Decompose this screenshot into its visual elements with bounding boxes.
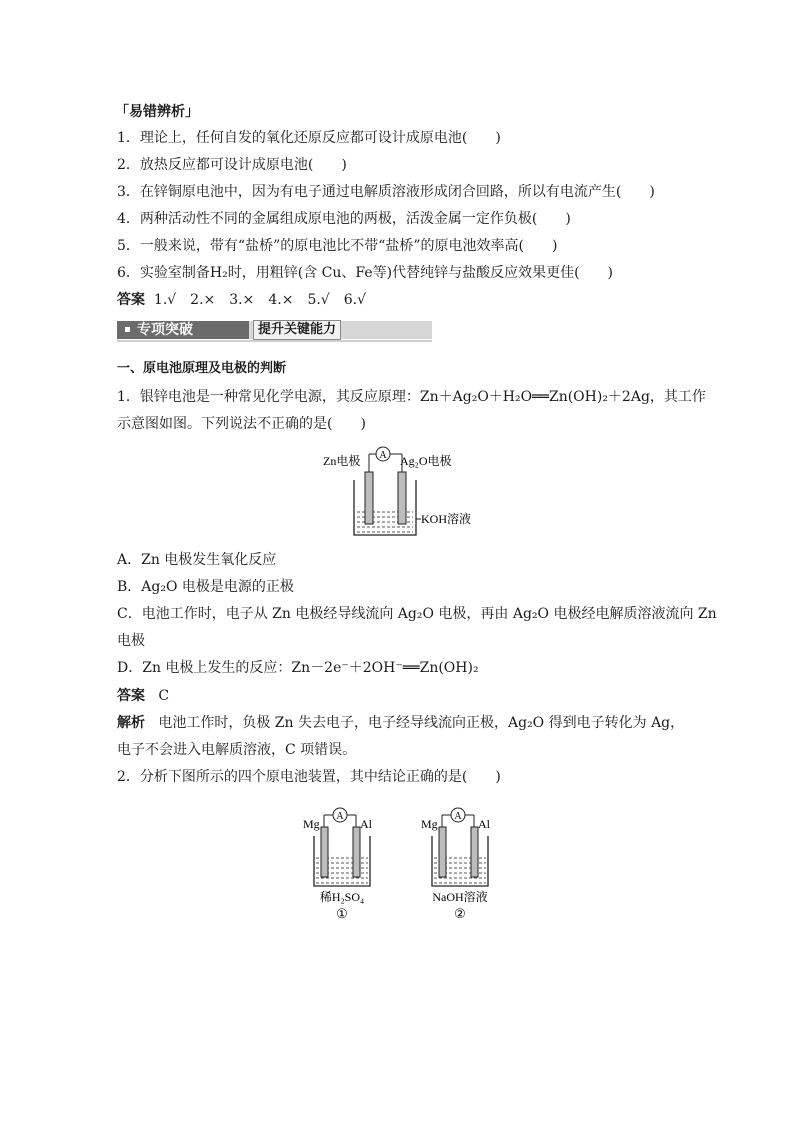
ag2o-electrode bbox=[398, 472, 406, 524]
answer-line-1 bbox=[117, 291, 366, 309]
judgement-item-6: 6．实验室制备H₂时，用粗锌(含 Cu、Fe等)代替纯锌与盐酸反应效果更佳( ) bbox=[117, 265, 613, 281]
al-label: Al bbox=[478, 817, 490, 831]
judgement-item-2: 2．放热反应都可设计成原电池( ) bbox=[117, 157, 347, 173]
solution-label: 稀H₂SO₄ bbox=[319, 890, 365, 904]
ammeter-label: A bbox=[379, 450, 387, 461]
answer-label: 答案 bbox=[117, 292, 145, 308]
q1-analysis-line2: 电子不会进入电解质溶液，C 项错误。 bbox=[117, 742, 357, 758]
q2-figure-2 bbox=[416, 802, 516, 924]
q1-option-c-line1: C．电池工作时，电子从 Zn 电极经导线流向 Ag₂O 电极，再由 Ag₂O 电极经电解质溶液流向 Zn bbox=[117, 606, 717, 622]
q1-answer-label: 答案 bbox=[117, 688, 145, 704]
q1-option-b: B．Ag₂O 电极是电源的正极 bbox=[117, 579, 294, 595]
ag2o-electrode-label: Ag₂O电极 bbox=[400, 454, 452, 468]
figure-number: ② bbox=[454, 906, 466, 921]
q1-stem-line1: 1．银锌电池是一种常见化学电源，其反应原理：Zn＋Ag₂O＋H₂O══Zn(OH)₂＋2Ag，其工作 bbox=[117, 389, 706, 405]
judgement-item-1: 1．理论上，任何自发的氧化还原反应都可设计成原电池( ) bbox=[117, 130, 501, 146]
section-title-error-analysis: 「易错辨析」 bbox=[115, 104, 199, 120]
mg-electrode bbox=[321, 827, 328, 877]
band-subtitle: 提升关键能力 bbox=[253, 320, 341, 340]
bracket-close: 」 bbox=[185, 104, 199, 120]
mg-electrode bbox=[439, 827, 446, 877]
ammeter-label: A bbox=[336, 811, 344, 822]
al-electrode bbox=[353, 827, 360, 877]
mg-label: Mg bbox=[421, 817, 438, 831]
answer-text: 1.√ 2.× 3.× 4.× 5.√ 6.√ bbox=[153, 292, 367, 308]
square-bullet-icon bbox=[125, 327, 130, 332]
figure-number: ① bbox=[336, 906, 348, 921]
judgement-item-3: 3．在锌铜原电池中，因为有电子通过电解质溶液形成闭合回路，所以有电流产生( ) bbox=[117, 184, 655, 200]
q1-answer-text: C bbox=[158, 688, 170, 704]
band-underline bbox=[117, 340, 432, 342]
q1-answer-line bbox=[117, 687, 169, 705]
q1-option-d: D．Zn 电极上发生的反应：Zn－2e⁻＋2OH⁻══Zn(OH)₂ bbox=[117, 660, 479, 676]
judgement-item-4: 4．两种活动性不同的金属组成原电池的两极，活泼金属一定作负极( ) bbox=[117, 211, 571, 227]
solution-label: NaOH溶液 bbox=[432, 890, 488, 904]
q2-figure-1 bbox=[298, 802, 398, 924]
bracket-open: 「 bbox=[115, 104, 129, 120]
al-label: Al bbox=[360, 817, 372, 831]
band-title: 专项突破 bbox=[137, 322, 193, 338]
ammeter-label: A bbox=[454, 811, 462, 822]
q2-stem: 2．分析下图所示的四个原电池装置，其中结论正确的是( ) bbox=[117, 769, 501, 785]
zn-electrode-label: Zn电极 bbox=[323, 454, 361, 468]
heading-principle: 一、原电池原理及电极的判断 bbox=[117, 361, 287, 376]
q1-option-c-line2: 电极 bbox=[117, 633, 145, 649]
q1-battery-figure bbox=[320, 442, 480, 542]
q1-analysis-label: 解析 bbox=[117, 715, 145, 731]
q1-option-a: A．Zn 电极发生氧化反应 bbox=[117, 552, 277, 568]
koh-solution-label: KOH溶液 bbox=[421, 512, 471, 526]
judgement-item-5: 5．一般来说，带有“盐桥”的原电池比不带“盐桥”的原电池效率高( ) bbox=[117, 238, 558, 254]
q1-analysis-line1: 解析 电池工作时，负极 Zn 失去电子，电子经导线流向正极，Ag₂O 得到电子转化为 Ag， bbox=[117, 715, 685, 731]
zn-electrode bbox=[365, 472, 373, 524]
q1-stem-line2: 示意图如图。下列说法不正确的是( ) bbox=[117, 416, 366, 432]
mg-label: Mg bbox=[303, 817, 320, 831]
al-electrode bbox=[471, 827, 478, 877]
section-band bbox=[117, 320, 432, 342]
